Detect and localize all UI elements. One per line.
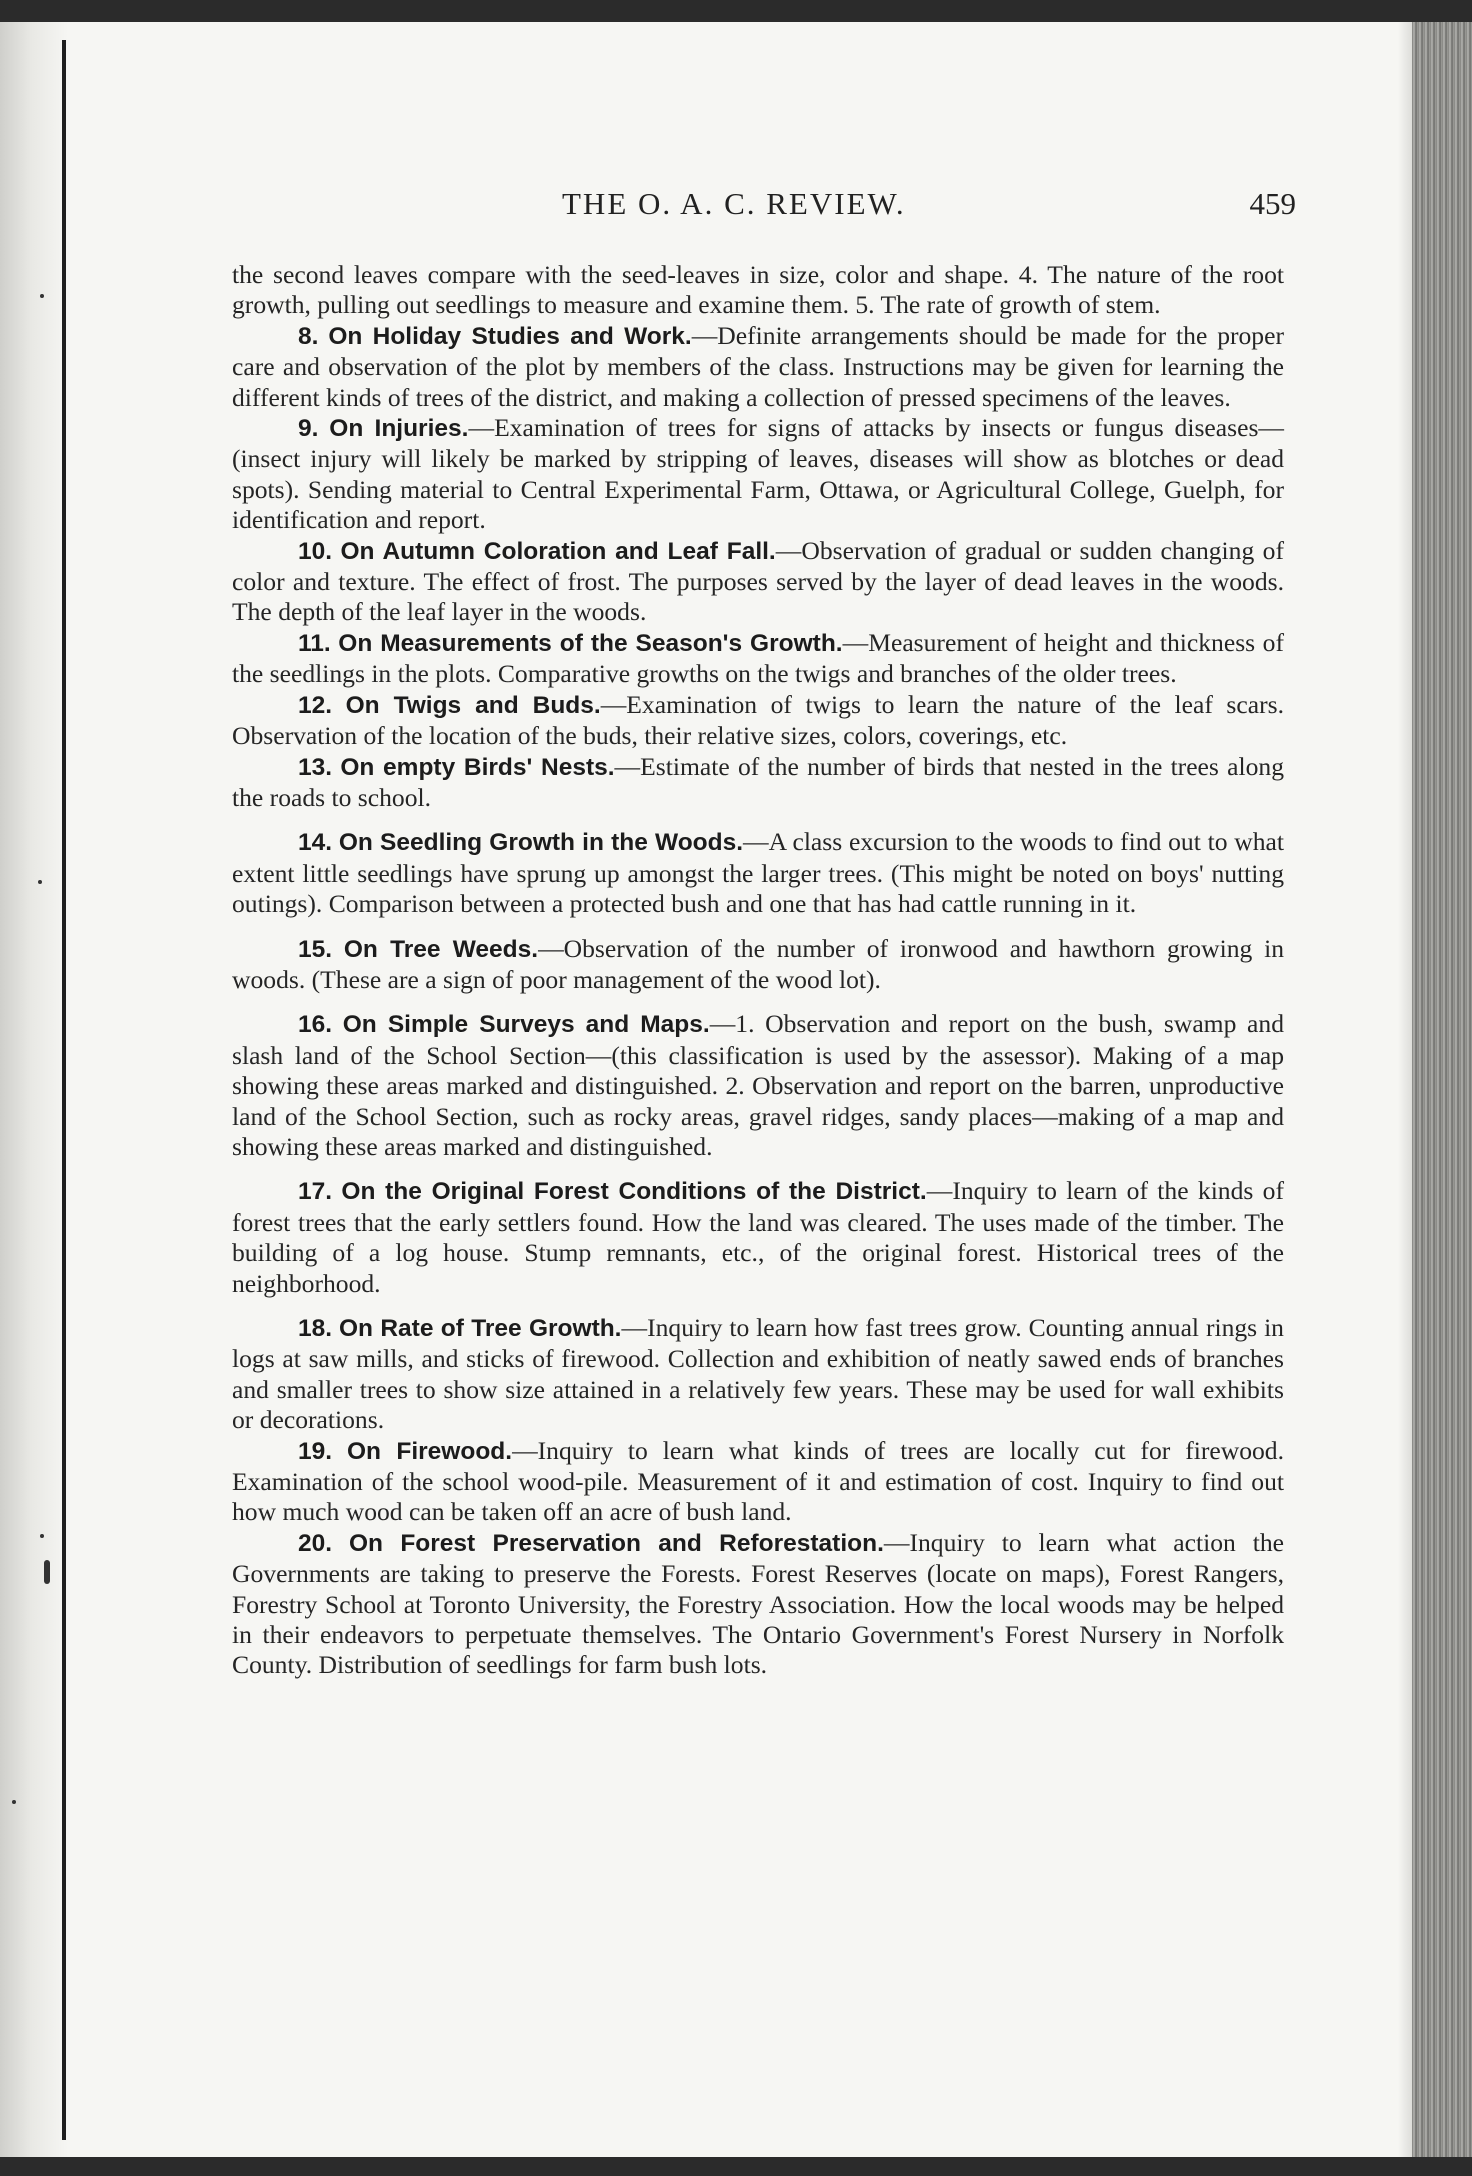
section-heading: On Forest Preservation and Reforestation. xyxy=(348,1529,884,1557)
section-number: 10. xyxy=(298,537,333,565)
binding-gutter xyxy=(0,22,68,2157)
section-number: 20. xyxy=(298,1529,333,1557)
section-text: —Examination of trees for signs of attacks by insects or fungus diseases—(insect injury will likely be marked by stripping of leaves, diseases will show as blotches or dead spots). Sending material to Central Experimental Farm, Ottawa, or Agricultural College, Guelph, for identification and report. xyxy=(232,413,1284,535)
section-16 xyxy=(232,1009,1284,1162)
section-number: 13. xyxy=(298,753,333,781)
section-text: —Inquiry to learn what action the Governments are taking to preserve the Forests. Forest Reserves (locate on maps), Forest Rangers, Forestry School at Toronto University, the Forestry Association. How the local woods may be helped in their endeavors to perpetuate themselves. The Ontario Government's Forest Nursery in Norfolk County. Distribution of seedlings for farm bush lots. xyxy=(232,1527,1285,1680)
section-heading: On Tree Weeds. xyxy=(343,935,539,963)
running-title: THE O. A. C. REVIEW. xyxy=(562,186,906,221)
section-number: 8. xyxy=(298,322,319,350)
section-number: 18. xyxy=(298,1315,333,1342)
scan-speck xyxy=(44,1560,50,1584)
section-number: 19. xyxy=(298,1437,333,1465)
section-heading: On Seedling Growth in the Woods. xyxy=(338,829,744,857)
page-number: 459 xyxy=(1249,186,1296,221)
article-body xyxy=(232,260,1284,1681)
section-heading: On the Original Forest Conditions of the District. xyxy=(341,1178,927,1206)
section-9 xyxy=(232,413,1284,536)
book-page-edges xyxy=(1412,22,1472,2176)
section-11 xyxy=(232,628,1284,690)
section-14 xyxy=(232,827,1284,919)
scan-speck xyxy=(12,1800,16,1804)
section-heading: On Simple Surveys and Maps. xyxy=(342,1011,710,1039)
section-text: —Inquiry to learn what kinds of trees are locally cut for firewood. Examination of the school wood-pile. Measurement of it and estimation of cost. Inquiry to find out how much wood can be taken off an acre of bush land. xyxy=(232,1435,1284,1527)
section-heading: On Twigs and Buds. xyxy=(345,691,601,719)
section-number: 11. xyxy=(298,629,331,657)
section-8 xyxy=(232,321,1284,413)
intro-paragraph: the second leaves compare with the seed-leaves in size, color and shape. 4. The nature of the root growth, pulling out seedlings to measure and examine them. 5. The rate of growth of stem. xyxy=(232,260,1284,320)
section-number: 9. xyxy=(298,415,319,443)
section-19 xyxy=(232,1436,1284,1528)
section-number: 17. xyxy=(298,1178,333,1206)
section-18 xyxy=(232,1313,1284,1436)
section-text: —Inquiry to learn how fast trees grow. Counting annual rings in logs at saw mills, and sticks of firewood. Collection and exhibition of neatly sawed ends of branches and smaller trees to show size attained in a relatively few years. These may be used for wall exhibits or decorations. xyxy=(232,1313,1284,1435)
section-text: —Examination of twigs to learn the nature of the leaf scars. Observation of the location of the buds, their relative sizes, colors, coverings, etc. xyxy=(232,689,1284,751)
section-text: —1. Observation and report on the bush, swamp and slash land of the School Section—(this classification is used by the assessor). Making of a map showing these areas marked and distinguished. 2. Observation and report on the barren, unproductive land of the School Section, such as rocky areas, gravel ridges, sandy places—making of a map and showing these areas marked and distinguished. xyxy=(232,1009,1284,1161)
section-number: 12. xyxy=(298,691,333,719)
section-heading: On Rate of Tree Growth. xyxy=(338,1315,622,1342)
section-text: —A class excursion to the woods to find out to what extent little seedlings have sprung up amongst the larger trees. (This might be noted on boys' nutting outings). Comparison between a protected bush and one that has had cattle running in it. xyxy=(232,827,1285,919)
section-text: —Definite arrangements should be made for the proper care and observation of the plot by members of the class. Instructions may be given for learning the different kinds of trees of the district, and making a collection of pressed specimens of the leaves. xyxy=(232,320,1284,412)
section-heading: On empty Birds' Nests. xyxy=(340,753,615,781)
section-heading: On Firewood. xyxy=(347,1437,513,1465)
scan-speck xyxy=(40,294,44,298)
section-12 xyxy=(232,690,1284,752)
section-text: —Estimate of the number of birds that nested in the trees along the roads to school. xyxy=(232,751,1285,812)
section-heading: On Autumn Coloration and Leaf Fall. xyxy=(340,537,776,565)
section-10 xyxy=(232,536,1284,628)
section-text: —Observation of the number of ironwood and hawthorn growing in woods. (These are a sign of poor management of the wood lot). xyxy=(232,933,1284,994)
scan-speck xyxy=(40,1534,44,1538)
section-number: 16. xyxy=(298,1011,333,1039)
section-20 xyxy=(232,1528,1284,1681)
section-heading: On Holiday Studies and Work. xyxy=(328,322,692,350)
section-text: —Inquiry to learn of the kinds of forest trees that the early settlers found. How the land was cleared. The uses made of the timber. The building of a log house. Stump remnants, etc., of the original forest. Historical trees of the neighborhood. xyxy=(232,1176,1284,1298)
section-number: 15. xyxy=(298,935,333,963)
section-text: —Measurement of height and thickness of the seedlings in the plots. Comparative growths on the twigs and branches of the older trees. xyxy=(232,627,1284,689)
gutter-shadow-line xyxy=(62,40,66,2140)
section-heading: On Measurements of the Season's Growth. xyxy=(338,629,843,657)
scan-bottom-border xyxy=(0,2157,1472,2176)
section-text: —Observation of gradual or sudden changing of color and texture. The effect of frost. The purposes served by the layer of dead leaves in the woods. The depth of the leaf layer in the woods. xyxy=(232,535,1285,627)
section-heading: On Injuries. xyxy=(329,415,469,443)
scan-speck xyxy=(38,880,42,884)
section-15 xyxy=(232,934,1284,996)
section-number: 14. xyxy=(298,829,333,857)
section-17 xyxy=(232,1176,1284,1299)
running-header xyxy=(230,186,1296,226)
section-13 xyxy=(232,752,1284,814)
